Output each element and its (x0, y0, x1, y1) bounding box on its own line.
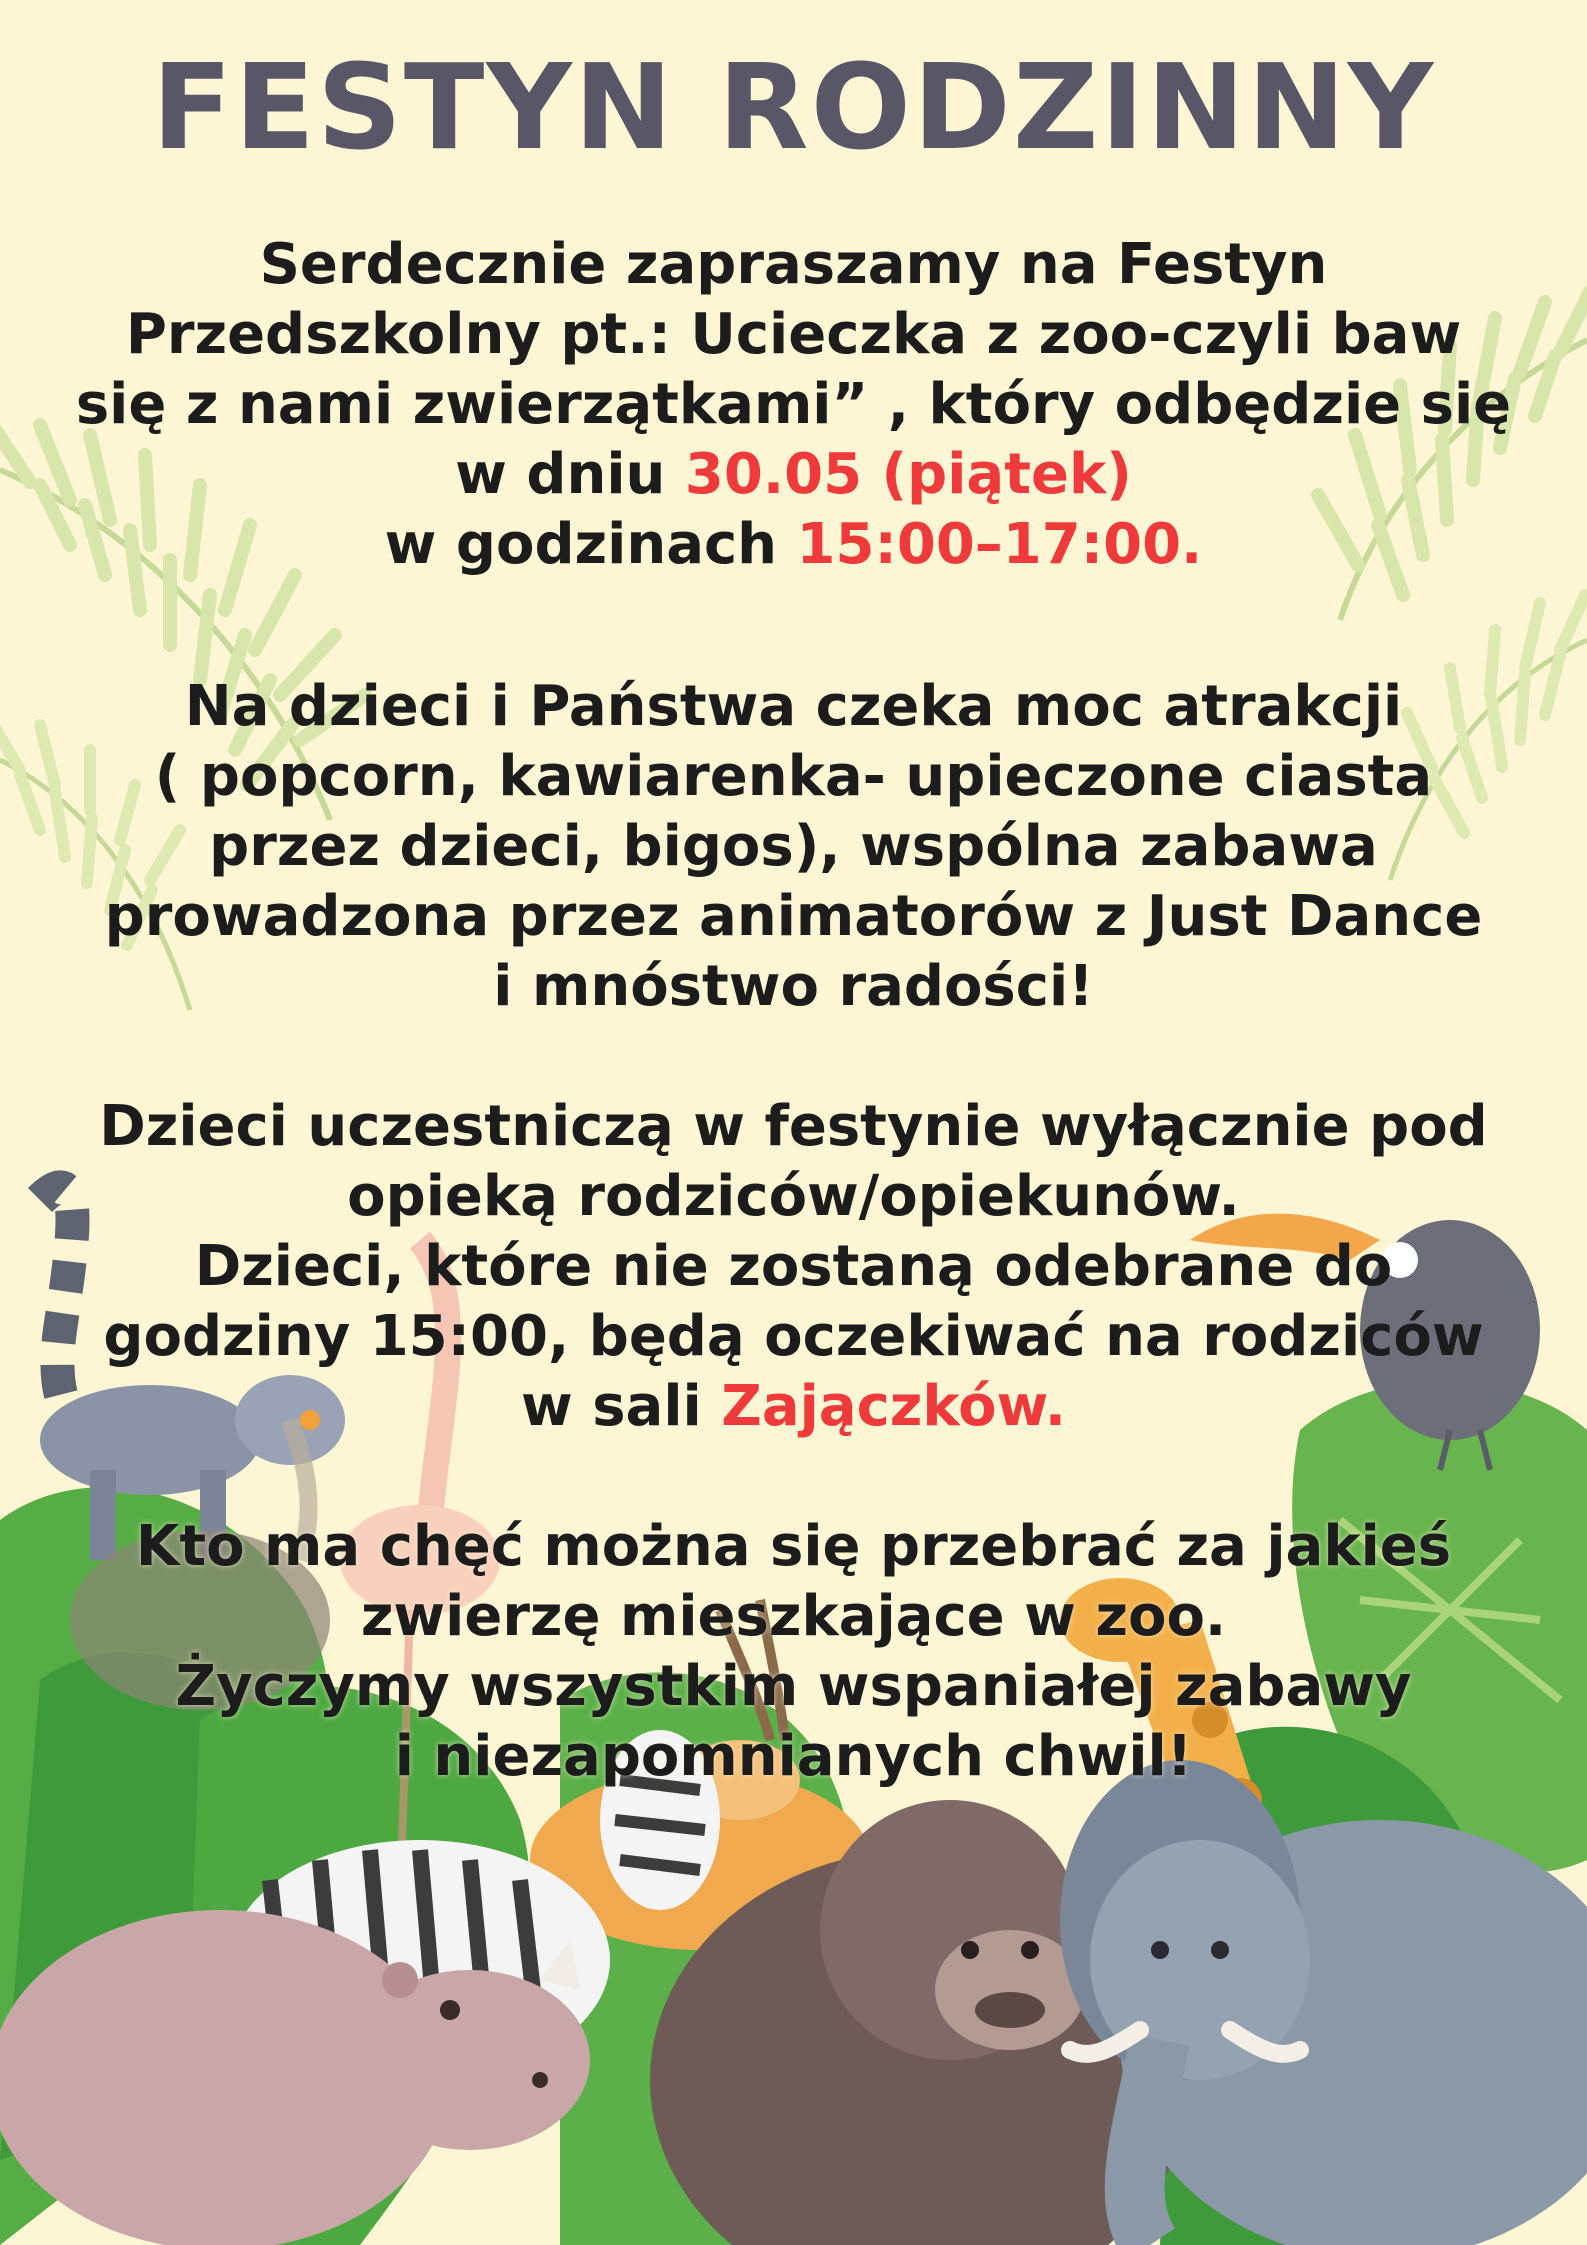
closing-line: zwierzę mieszkające w zoo. (360, 1584, 1227, 1649)
rules-line: Dzieci, które nie zostaną odebrane do (194, 1234, 1393, 1299)
attractions-line: Na dzieci i Państwa czeka moc atrakcji (184, 674, 1403, 739)
rules-paragraph (20, 1092, 1567, 1442)
room-name: Zajączków. (721, 1374, 1067, 1439)
event-date: 30.05 (piątek) (684, 442, 1132, 507)
event-hours: 15:00–17:00. (796, 512, 1203, 577)
attractions-line: prowadzona przez animatorów z Just Dance (104, 884, 1483, 949)
intro-line: się z nami zwierzątkami” , który odbędzie się (75, 372, 1512, 437)
room-line (20, 1372, 1567, 1442)
closing-line: Życzymy wszystkim wspaniałej zabawy (175, 1654, 1412, 1719)
attractions-paragraph (20, 672, 1567, 1022)
attractions-line: ( popcorn, kawiarenka- upieczone ciasta (154, 744, 1433, 809)
date-prefix: w dniu (455, 442, 685, 507)
rules-line: opieką rodziców/opiekunów. (347, 1164, 1240, 1229)
room-prefix: w sali (520, 1374, 722, 1439)
hours-prefix: w godzinach (384, 512, 797, 577)
closing-line: Kto ma chęć można się przebrać za jakieś (135, 1514, 1452, 1579)
closing-paragraph (20, 1512, 1567, 1792)
hours-line (20, 510, 1567, 580)
invitation-paragraph (20, 230, 1567, 580)
intro-line: Serdecznie zapraszamy na Festyn (259, 232, 1328, 297)
rules-line: godziny 15:00, będą oczekiwać na rodziców (103, 1304, 1484, 1369)
poster-title: FESTYN RODZINNY (151, 38, 1436, 176)
date-line (20, 440, 1567, 510)
closing-line: i niezapomnianych chwil! (394, 1724, 1193, 1789)
rules-line: Dzieci uczestniczą w festynie wyłącznie pod (99, 1094, 1488, 1159)
intro-line: Przedszkolny pt.: Ucieczka z zoo-czyli baw (125, 302, 1462, 367)
attractions-line: i mnóstwo radości! (493, 954, 1094, 1019)
attractions-line: przez dzieci, bigos), wspólna zabawa (209, 814, 1378, 879)
